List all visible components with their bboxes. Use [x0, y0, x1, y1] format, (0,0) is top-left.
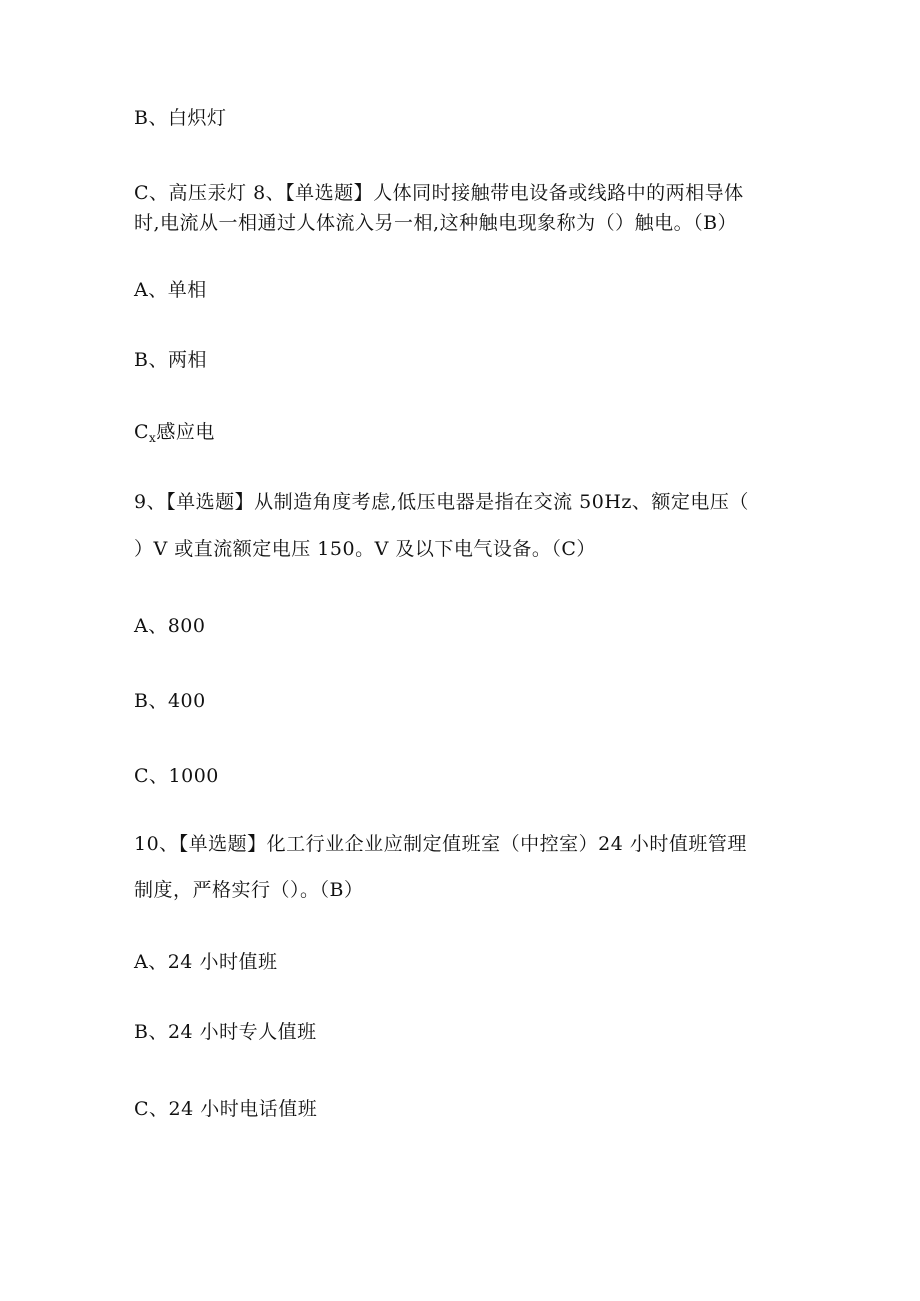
option-b-q9: B、400: [134, 690, 206, 712]
option-c-letter: C: [134, 421, 150, 443]
option-a-q9: A、800: [134, 615, 206, 637]
option-c-subscript: x: [149, 431, 157, 445]
question-9-line-2: ）V 或直流额定电压 150。V 及以下电气设备。（C）: [134, 538, 596, 560]
option-a-q10: A、24 小时值班: [134, 951, 278, 973]
option-c-text: 感应电: [156, 421, 215, 443]
option-b-q7: B、白炽灯: [134, 107, 227, 129]
option-b-q10: B、24 小时专人值班: [134, 1021, 317, 1043]
option-c-q9: C、1000: [134, 765, 219, 787]
question-10-line-2: 制度，严格实行（）。（B）: [134, 879, 364, 901]
question-9-line-1: 9、【单选题】从制造角度考虑,低压电器是指在交流 50Hz、额定电压（: [134, 491, 749, 513]
question-10-line-1: 10、【单选题】化工行业企业应制定值班室（中控室）24 小时值班管理: [134, 833, 747, 855]
question-8-line-1: C、高压汞灯 8、【单选题】人体同时接触带电设备或线路中的两相导体: [134, 182, 744, 204]
option-a-q8: A、单相: [134, 279, 207, 301]
option-c-q8: [134, 420, 784, 450]
question-8-line-2: 时,电流从一相通过人体流入另一相,这种触电现象称为（）触电。（B）: [134, 212, 738, 234]
option-c-q10: C、24 小时电话值班: [134, 1098, 318, 1120]
option-b-q8: B、两相: [134, 349, 207, 371]
